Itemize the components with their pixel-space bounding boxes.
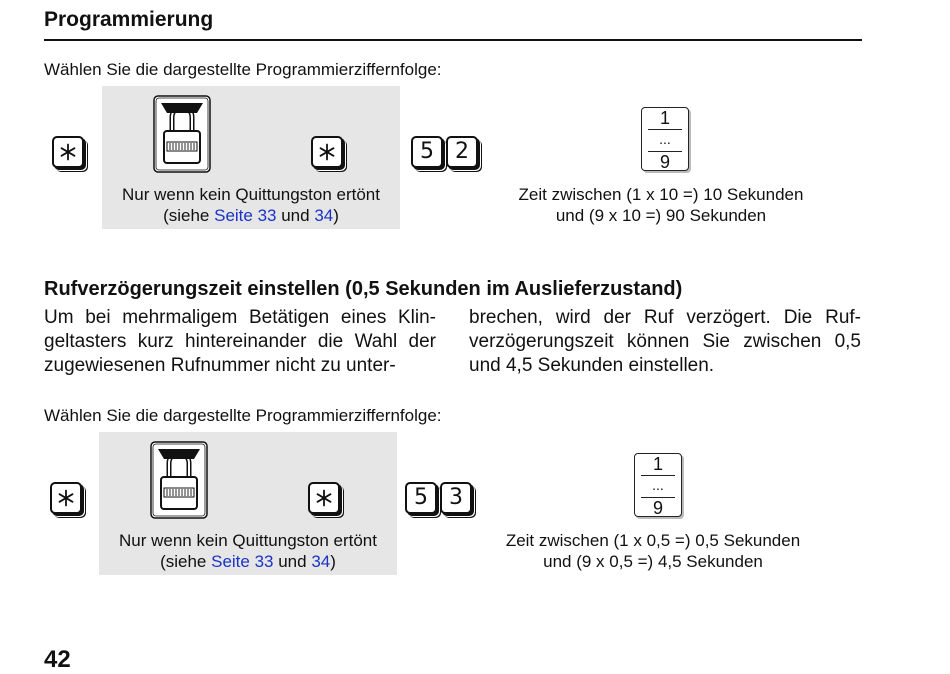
quittungston-note — [102, 184, 400, 226]
padlock-icon — [150, 441, 208, 519]
star-key — [52, 136, 84, 168]
star-key — [311, 136, 343, 168]
note-line-1: Nur wenn kein Quittungston ertönt — [119, 531, 377, 550]
card-bottom-digit: 9 — [659, 152, 670, 172]
note-line-2: (siehe Seite 33 und 34) — [163, 206, 339, 225]
title-rule — [44, 39, 862, 41]
page-34-link[interactable]: 34 — [311, 552, 331, 571]
asterisk-icon — [315, 489, 333, 507]
time-line-2: und (9 x 0,5 =) 4,5 Sekunden — [543, 552, 763, 571]
asterisk-icon — [59, 143, 77, 161]
instruction-text: Wählen Sie die dargestellte Programmierziffernfolge: — [44, 60, 442, 79]
digit-range-card — [641, 107, 689, 171]
time-range-caption — [490, 184, 832, 226]
time-line-2: und (9 x 10 =) 90 Sekunden — [555, 206, 767, 225]
digit-key-5: 5 — [405, 482, 437, 514]
star-key — [50, 482, 82, 514]
digit-key-5: 5 — [411, 136, 443, 168]
time-range-caption — [482, 530, 824, 572]
page-33-link[interactable]: Seite 33 — [211, 552, 274, 571]
digit-key-3: 3 — [440, 482, 472, 514]
card-ellipsis: ... — [652, 477, 664, 493]
card-top-digit: 1 — [659, 108, 670, 128]
card-ellipsis: ... — [659, 131, 671, 147]
quittungston-note — [99, 530, 397, 572]
page-34-link[interactable]: 34 — [314, 206, 334, 225]
body-text-right: brechen, wird der Ruf verzögert. Die Ruf-verzögerungszeit können Sie zwischen 0,5 und 4,5 Sekunden einstellen. — [469, 307, 861, 376]
digit-range-card — [634, 453, 682, 517]
padlock-icon — [153, 95, 211, 173]
time-line-1: Zeit zwischen (1 x 0,5 =) 0,5 Sekunden — [505, 531, 801, 550]
page-number: 42 — [44, 646, 71, 673]
instruction-text: Wählen Sie die dargestellte Programmierziffernfolge: — [44, 406, 442, 425]
body-text-left: Um bei mehrmaligem Betätigen eines Klin-geltasters kurz hintereinander die Wahl der zugewiesenen Rufnummer nicht zu unter- — [44, 307, 436, 376]
page-33-link[interactable]: Seite 33 — [214, 206, 277, 225]
card-bottom-digit: 9 — [652, 498, 663, 518]
note-line-1: Nur wenn kein Quittungston ertönt — [122, 185, 380, 204]
asterisk-icon — [57, 489, 75, 507]
section-heading: Rufverzögerungszeit einstellen (0,5 Sekunden im Auslieferzustand) — [44, 278, 683, 300]
page-title: Programmierung — [44, 8, 214, 31]
star-key — [308, 482, 340, 514]
card-top-digit: 1 — [652, 454, 663, 474]
asterisk-icon — [318, 143, 336, 161]
note-line-2: (siehe Seite 33 und 34) — [160, 552, 336, 571]
digit-key-2: 2 — [446, 136, 478, 168]
time-line-1: Zeit zwischen (1 x 10 =) 10 Sekunden — [518, 185, 804, 204]
